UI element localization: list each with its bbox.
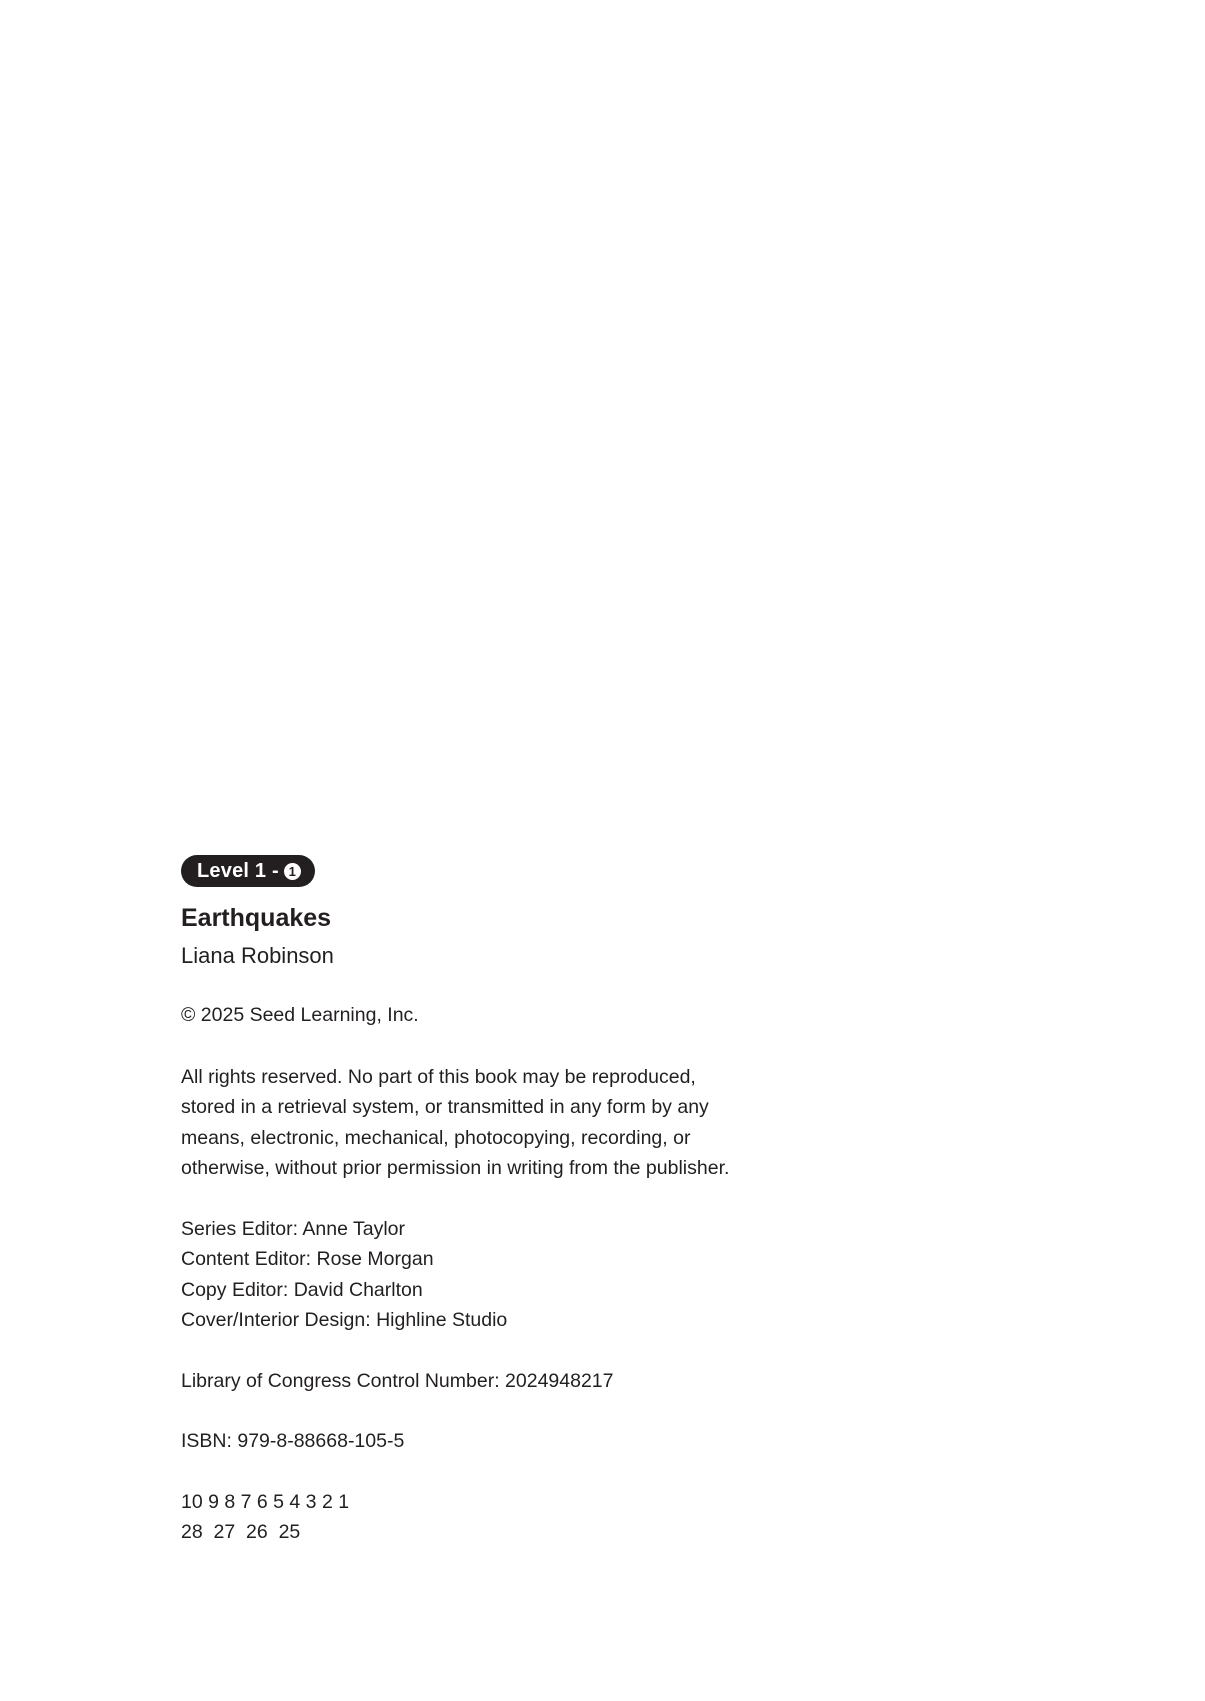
copyright-notice: © 2025 Seed Learning, Inc. [181, 1004, 419, 1026]
copyright-block [181, 855, 981, 1548]
book-author: Liana Robinson [181, 943, 334, 968]
level-badge-label: Level 1 - [197, 859, 279, 882]
print-number-line: 10 9 8 7 6 5 4 3 2 1 [181, 1490, 350, 1513]
rights-statement [181, 1062, 981, 1184]
credit-series-editor: Series Editor: Anne Taylor [181, 1217, 406, 1240]
printing-line [181, 1487, 981, 1548]
rights-line: means, electronic, mechanical, photocopying, recording, or [181, 1126, 691, 1149]
isbn: ISBN: 979-8-88668-105-5 [181, 1430, 405, 1452]
credits-list [181, 1214, 981, 1336]
print-year-line: 28 27 26 25 [181, 1521, 301, 1543]
rights-line: All rights reserved. No part of this book may be reproduced, [181, 1065, 696, 1088]
level-badge [181, 855, 315, 887]
credit-content-editor: Content Editor: Rose Morgan [181, 1248, 434, 1270]
rights-line: stored in a retrieval system, or transmitted in any form by any [181, 1096, 709, 1118]
level-number-icon: 1 [284, 863, 301, 880]
credit-copy-editor: Copy Editor: David Charlton [181, 1278, 423, 1301]
rights-line: otherwise, without prior permission in writing from the publisher. [181, 1157, 730, 1179]
lccn: Library of Congress Control Number: 2024948217 [181, 1369, 614, 1392]
book-title: Earthquakes [181, 904, 332, 932]
credit-design: Cover/Interior Design: Highline Studio [181, 1309, 508, 1331]
